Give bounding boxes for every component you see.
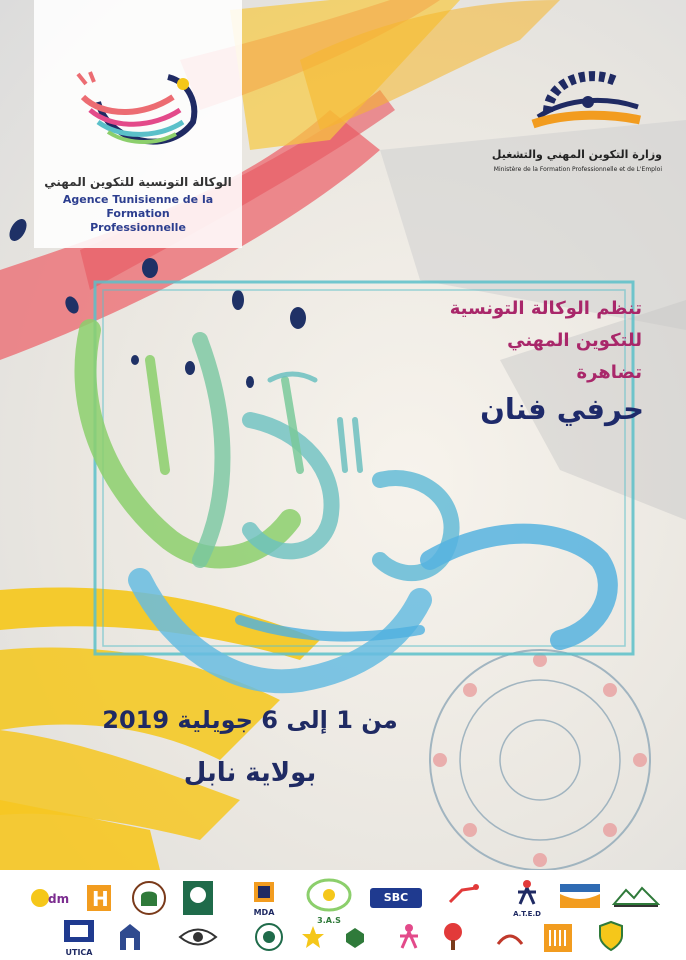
sponsor-green-shield-icon bbox=[598, 920, 624, 952]
sponsor-building-icon bbox=[116, 922, 144, 952]
agency-name-arabic: الوكالة التونسية للتكوين المهني bbox=[44, 175, 232, 189]
event-place: بولاية نابل bbox=[183, 758, 317, 788]
sponsor-star-badge-icon bbox=[300, 924, 326, 950]
svg-text:H: H bbox=[92, 887, 109, 911]
svg-text:dm: dm bbox=[48, 892, 70, 906]
sponsor-ated-logo bbox=[510, 878, 544, 918]
sponsor-3as-logo bbox=[306, 878, 352, 924]
agency-emblem-icon bbox=[68, 62, 208, 162]
sponsor-3as-label: 3.A.S bbox=[317, 916, 341, 925]
event-title: حرفي فنان bbox=[480, 392, 644, 426]
sponsor-runner-icon bbox=[446, 882, 482, 908]
announcement-line-3: تضاهرة bbox=[576, 362, 642, 383]
announcement-line-2: للتكوين المهني bbox=[507, 330, 642, 351]
sponsor-mosque-emblem-icon bbox=[132, 880, 166, 916]
sponsor-sbc-label: SBC bbox=[383, 891, 409, 904]
sponsor-red-emblem-icon bbox=[496, 926, 524, 948]
sponsor-eye-emblem-icon bbox=[178, 922, 218, 952]
sponsor-round-seal-icon bbox=[254, 922, 284, 952]
sponsor-mountain-icon bbox=[612, 884, 660, 908]
sponsor-utica-label: UTICA bbox=[65, 948, 93, 957]
event-dates: من 1 إلى 6 جويلية 2019 bbox=[102, 706, 398, 734]
ministry-emblem-icon bbox=[528, 62, 648, 142]
sponsor-tree-logo-icon bbox=[440, 922, 466, 952]
ministry-name-arabic: وزارة التكوين المهني والتشغيل bbox=[491, 148, 662, 161]
sponsor-mda-logo bbox=[250, 880, 278, 918]
agency-name-french bbox=[34, 193, 242, 235]
agency-name-french-line2: Professionnelle bbox=[90, 221, 186, 234]
agency-name-french-line1: Agence Tunisienne de la Formation bbox=[62, 193, 214, 220]
sponsor-adm-logo bbox=[30, 884, 74, 912]
rosette-plate bbox=[430, 650, 650, 870]
sponsor-mda-label: MDA bbox=[253, 908, 275, 917]
sponsor-ated-label: A.T.E.D bbox=[513, 910, 541, 918]
sponsor-sbc-logo bbox=[370, 888, 422, 908]
sponsor-utica-logo bbox=[62, 918, 96, 956]
sponsor-logos-strip bbox=[0, 870, 686, 960]
sponsor-green-crest-icon bbox=[182, 880, 214, 916]
sponsor-club-logo-icon bbox=[344, 926, 366, 950]
agency-logo-panel bbox=[34, 0, 242, 248]
sponsor-stripes-logo-icon bbox=[544, 924, 572, 952]
sponsor-dancer-icon bbox=[396, 922, 422, 952]
announcement-line-1: تنظم الوكالة التونسية bbox=[449, 298, 642, 319]
ministry-name-french: Ministère de la Formation Professionnelle et de L'Emploi bbox=[493, 166, 662, 173]
sponsor-h-logo bbox=[86, 884, 112, 912]
sponsor-blue-banner-icon bbox=[560, 884, 600, 908]
